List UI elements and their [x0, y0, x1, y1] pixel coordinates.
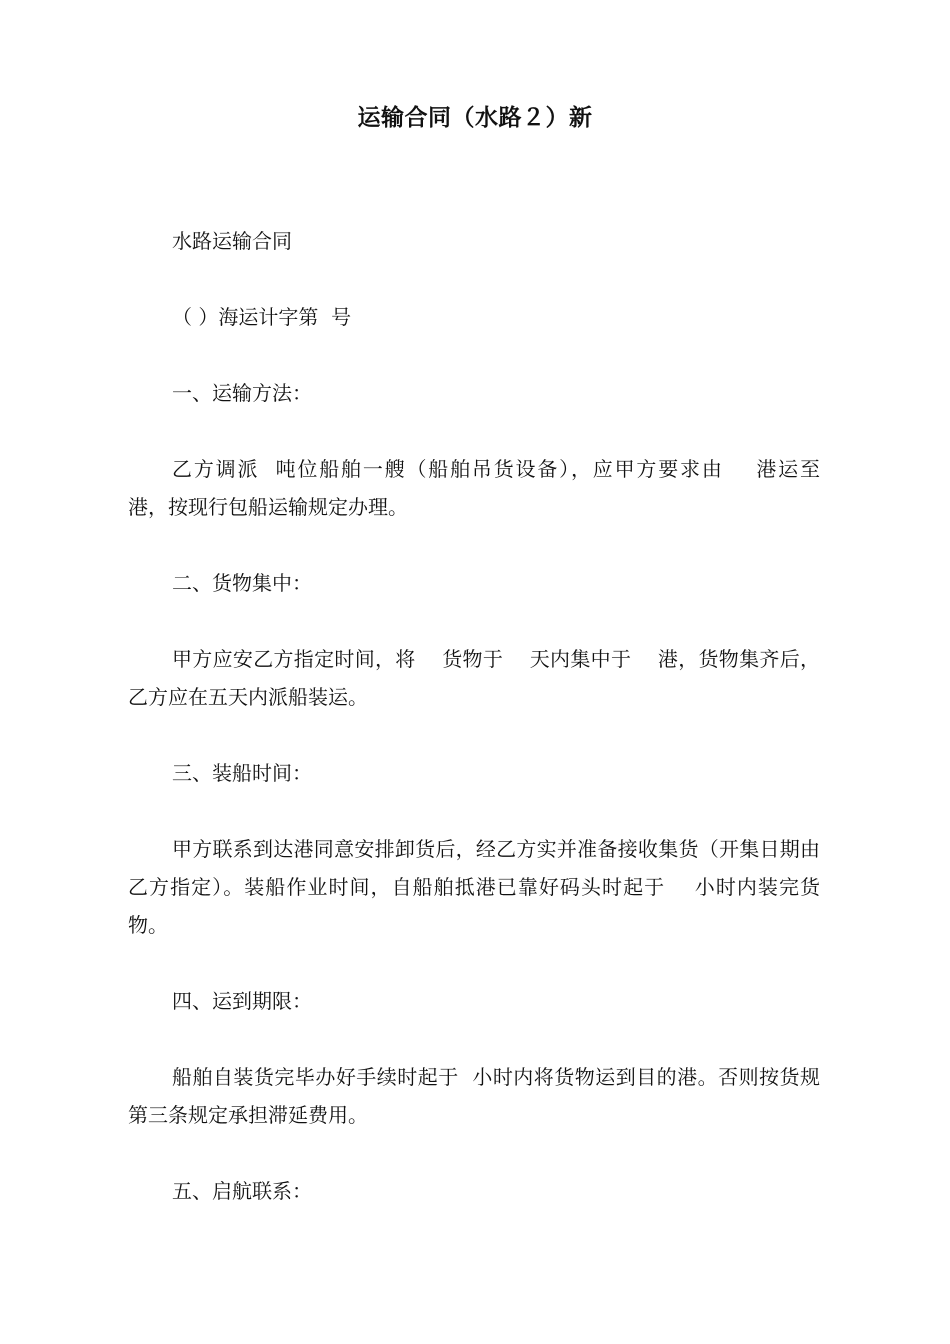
section-text-transport-method: 乙方调派 吨位船舶一艘（船舶吊货设备），应甲方要求由 港运至 港，按现行包船运输规定办理。 — [128, 457, 846, 519]
section-text-loading-time: 甲方联系到达港同意安排卸货后，经乙方实并准备接收集货（开集日期由乙方指定）。装船作业时间，自船舶抵港已靠好码头时起于 小时内装完货物。 — [128, 837, 820, 937]
contract-number: （ ）海运计字第 号 — [172, 305, 352, 329]
document-body — [128, 222, 846, 1248]
section-heading-cargo-collection: 二、货物集中： — [172, 571, 312, 595]
document-title: 运输合同（水路２）新 — [357, 105, 593, 131]
section-heading-transport-method: 一、运输方法： — [172, 381, 312, 405]
section-text-cargo-collection: 甲方应安乙方指定时间，将 货物于 天内集中于 港，货物集齐后，乙方应在五天内派船装运。 — [128, 647, 820, 709]
section-heading-loading-time: 三、装船时间： — [172, 761, 312, 785]
section-heading-departure-contact: 五、启航联系： — [172, 1179, 312, 1203]
section-heading-delivery-deadline: 四、运到期限： — [172, 989, 312, 1013]
section-text-delivery-deadline: 船舶自装货完毕办好手续时起于 小时内将货物运到目的港。否则按货规第三条规定承担滞延费用。 — [128, 1065, 820, 1127]
contract-name: 水路运输合同 — [172, 229, 292, 253]
